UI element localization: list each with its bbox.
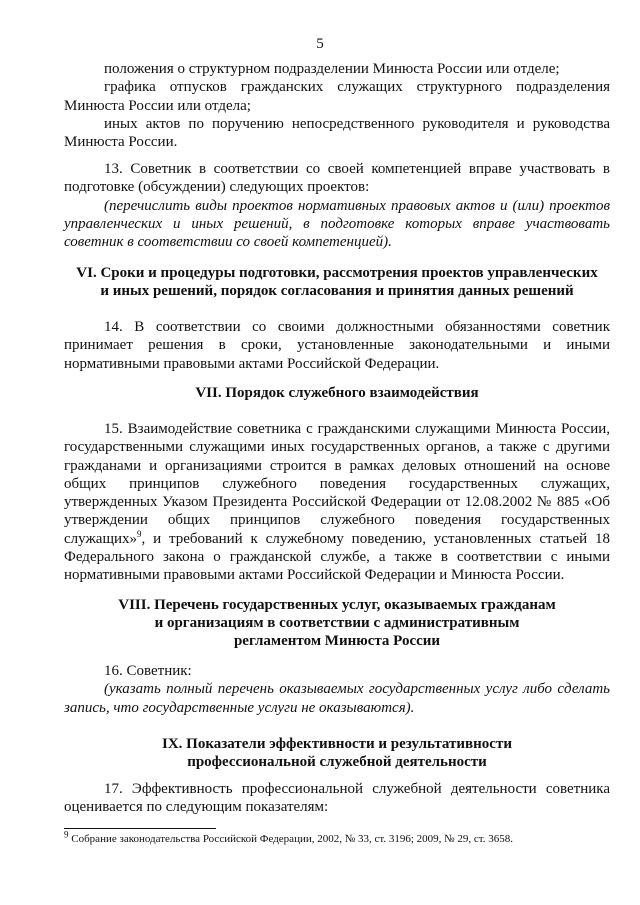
section-6-heading-line-2: и иных решений, порядок согласования и принятия данных решений [100, 283, 574, 299]
item-16 [64, 662, 610, 717]
list-item-other-acts: иных актов по поручению непосредственного руководителя и руководства Минюста России. [64, 115, 610, 151]
item-17 [64, 780, 610, 817]
list-item-regulation: положения о структурном подразделении Минюста России или отделе; [104, 61, 560, 77]
section-9-heading [64, 735, 610, 771]
item-16-note: (указать полный перечень оказываемых государственных услуг либо сделать запись, что государственные услуги не оказываются). [64, 681, 610, 716]
item-15 [64, 420, 610, 585]
section-7-heading-text: VII. Порядок служебного взаимодействия [195, 385, 479, 401]
section-8-heading-line-3: регламентом Минюста России [233, 633, 441, 649]
footnote-divider [64, 828, 216, 829]
item-16-text: 16. Советник: [104, 663, 192, 679]
page-number: 5 [316, 36, 324, 52]
item-13-note: (перечислить виды проектов нормативных правовых актов и (или) проектов управленческих и иных решений, в подготовке которых вправе участвовать советник в соответствии со своей компетенцией). [64, 197, 610, 251]
item-13 [64, 160, 610, 251]
list-continuation [64, 60, 610, 151]
section-6-heading-line-1: VI. Сроки и процедуры подготовки, рассмотрения проектов управленческих [76, 265, 598, 281]
item-14 [64, 318, 610, 373]
footnote [64, 829, 610, 845]
section-9-heading-line-2: профессиональной служебной деятельности [187, 754, 487, 770]
item-15-part-2: , и требований к служебному поведению, установленных статьей 18 Федерального закона о гражданской службе, а также в соответствии с иными нормативными правовыми актами Российской Федерации и Минюста России. [64, 530, 610, 584]
item-14-text: 14. В соответствии со своими должностными обязанностями советник принимает решения в сроки, установленные законодательными и иными нормативными правовыми актами Российской Федерации. [64, 319, 610, 372]
item-17-text: 17. Эффективность профессиональной служебной деятельности советника оценивается по следующим показателям: [64, 781, 610, 816]
footnote-mark: 9 [64, 829, 69, 840]
section-6-heading [64, 264, 610, 300]
section-8-heading-line-1: VIII. Перечень государственных услуг, оказываемых гражданам [118, 597, 556, 613]
section-8-heading-line-2: и организациям в соответствии с административным [154, 615, 520, 631]
section-7-heading [64, 384, 610, 402]
item-13-text: 13. Советник в соответствии со своей компетенцией вправе участвовать в подготовке (обсуждении) следующих проектов: [64, 161, 610, 196]
list-item-vacation-schedule: графика отпусков гражданских служащих структурного подразделения Минюста России или отдела; [64, 79, 610, 114]
item-15-text [64, 420, 610, 585]
section-8-heading [64, 596, 610, 650]
item-15-part-1: 15. Взаимодействие советника с гражданскими служащими Минюста России, государственными служащими иных государственных органов, а также с другими гражданами и организациями строится в рамках деловых отношений на основе общих принципов служебного поведения государственных служащих, утвержденных Указом Президента Российской Федерации от 12.08.2002 № 885 «Об утверждении общих принципов служебного поведения государственных служащих» [64, 421, 610, 547]
footnote-reference: 9 [137, 528, 142, 539]
footnote-text: Собрание законодательства Российской Федерации, 2002, № 33, ст. 3196; 2009, № 29, ст. 3658. [68, 833, 513, 845]
section-9-heading-line-1: IX. Показатели эффективности и результативности [162, 736, 512, 752]
